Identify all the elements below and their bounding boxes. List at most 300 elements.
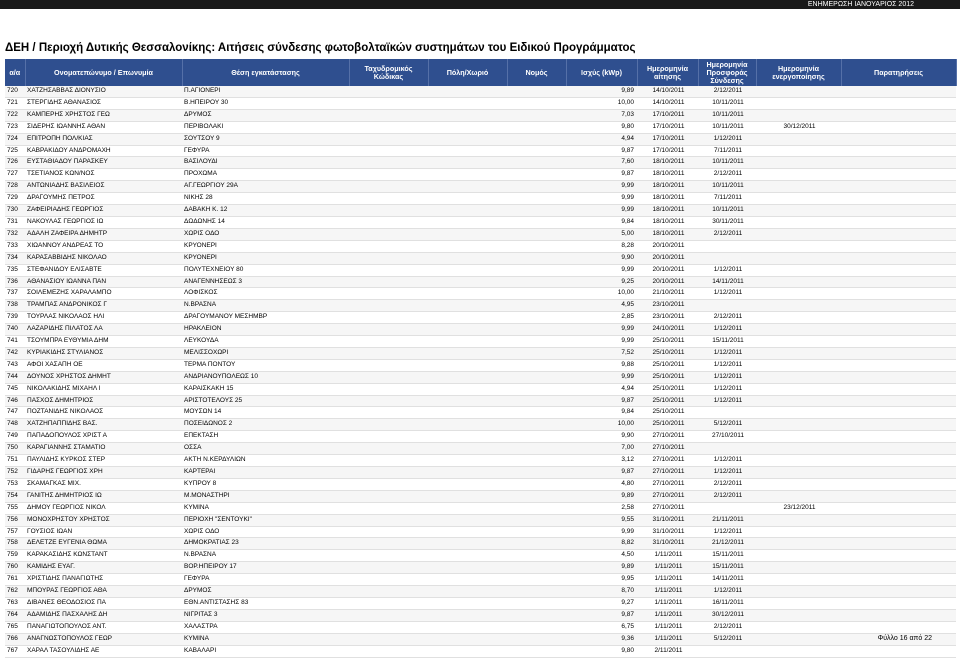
cell-offer-date [698,300,756,312]
cell-name: ΠΑΠΑΔΟΠΟΥΛΟΣ ΧΡΙΣΤ Α [25,431,182,443]
cell-town [428,181,507,193]
cell-aa: 764 [5,609,25,621]
cell-name: ΠΑΥΛΙΔΗΣ ΚΥΡΚΟΣ ΣΤΕΡ [25,455,182,467]
cell-offer-date [698,252,756,264]
cell-prefecture [507,216,566,228]
cell-name: ΧΑΤΖΗΠΑΠΠΙΔΗΣ ΒΑΣ. [25,419,182,431]
cell-aa: 765 [5,621,25,633]
cell-location: Π.ΑΓΙΟΝΕΡΙ [182,86,349,97]
table-row [5,336,956,348]
cell-prefecture [507,562,566,574]
cell-activation-date [756,490,841,502]
table-row [5,252,956,264]
cell-location: ΔΑΒΑΚΗ Κ. 12 [182,205,349,217]
cell-town [428,276,507,288]
cell-aa: 755 [5,502,25,514]
cell-town [428,228,507,240]
cell-notes [841,478,956,490]
cell-name: ΠΟΖΤΑΝΙΔΗΣ ΝΙΚΟΛΑΟΣ [25,407,182,419]
cell-postcode [349,502,428,514]
cell-prefecture [507,455,566,467]
cell-prefecture [507,86,566,97]
cell-name: ΚΥΡΙΑΚΙΔΗΣ ΣΤΥΛΙΑΝΟΣ [25,347,182,359]
cell-offer-date: 21/12/2011 [698,538,756,550]
cell-postcode [349,514,428,526]
cell-aa: 727 [5,169,25,181]
top-bar [0,0,960,9]
cell-offer-date: 1/12/2011 [698,586,756,598]
cell-prefecture [507,478,566,490]
cell-postcode [349,574,428,586]
cell-notes [841,240,956,252]
cell-notes [841,419,956,431]
cell-activation-date [756,300,841,312]
cell-town [428,538,507,550]
cell-postcode [349,264,428,276]
cell-prefecture [507,467,566,479]
cell-notes [841,312,956,324]
cell-application-date: 25/10/2011 [637,347,698,359]
table-row [5,526,956,538]
cell-prefecture [507,97,566,109]
table-row [5,276,956,288]
cell-name: ΕΠΙΤΡΟΠΗ ΠΟΛ/ΚΙΑΣ [25,133,182,145]
cell-notes [841,609,956,621]
cell-aa: 752 [5,467,25,479]
cell-location: ΟΣΣΑ [182,443,349,455]
cell-location: ΕΠΕΚΤΑΣΗ [182,431,349,443]
cell-town [428,597,507,609]
cell-activation-date [756,169,841,181]
cell-postcode [349,288,428,300]
cell-aa: 757 [5,526,25,538]
cell-power: 9,36 [566,633,637,645]
table-row [5,621,956,633]
cell-application-date: 20/10/2011 [637,264,698,276]
cell-postcode [349,300,428,312]
table-row [5,347,956,359]
cell-notes [841,97,956,109]
cell-power: 9,90 [566,252,637,264]
cell-name: ΧΑΡΑΛ ΤΑΣΟΥΛΙΔΗΣ ΑΕ [25,645,182,657]
update-label: ΕΝΗΜΕΡΩΣΗ ΙΑΝΟΥΑΡΙΟΣ 2012 [807,1,914,8]
cell-aa: 735 [5,264,25,276]
cell-notes [841,586,956,598]
cell-town [428,240,507,252]
cell-activation-date [756,455,841,467]
cell-offer-date: 1/12/2011 [698,324,756,336]
cell-offer-date [698,443,756,455]
cell-prefecture [507,276,566,288]
cell-offer-date: 1/12/2011 [698,395,756,407]
cell-activation-date [756,609,841,621]
cell-aa: 731 [5,216,25,228]
cell-activation-date [756,478,841,490]
cell-application-date: 18/10/2011 [637,216,698,228]
col-header-aa: α/α [5,59,25,86]
cell-location: ΑΚΤΗ Ν.ΚΕΡΔΥΛΙΩΝ [182,455,349,467]
cell-notes [841,347,956,359]
cell-power: 7,03 [566,109,637,121]
cell-location: ΜΟΥΣΩΝ 14 [182,407,349,419]
cell-offer-date: 2/12/2011 [698,490,756,502]
cell-activation-date [756,550,841,562]
cell-power: 9,80 [566,121,637,133]
cell-activation-date [756,443,841,455]
cell-town [428,133,507,145]
cell-offer-date: 1/12/2011 [698,383,756,395]
cell-town [428,419,507,431]
cell-location: ΚΑΡΤΕΡΑΙ [182,467,349,479]
cell-postcode [349,324,428,336]
cell-postcode [349,97,428,109]
table-row [5,121,956,133]
cell-offer-date: 1/12/2011 [698,359,756,371]
cell-notes [841,621,956,633]
cell-postcode [349,336,428,348]
cell-activation-date [756,383,841,395]
cell-name: ΔΗΜΟΥ ΓΕΩΡΓΙΟΣ ΝΙΚΟΛ [25,502,182,514]
cell-prefecture [507,347,566,359]
cell-application-date: 25/10/2011 [637,359,698,371]
cell-location: ΔΡΥΜΟΣ [182,109,349,121]
cell-postcode [349,609,428,621]
cell-application-date: 2/11/2011 [637,645,698,657]
cell-application-date: 23/10/2011 [637,312,698,324]
cell-name: ΚΑΜΠΕΡΗΣ ΧΡΗΣΤΟΣ ΓΕΩ [25,109,182,121]
cell-offer-date: 1/12/2011 [698,467,756,479]
cell-notes [841,443,956,455]
col-header-prefecture: Νομός [507,59,566,86]
cell-location: Ν.ΒΡΑΣΝΑ [182,550,349,562]
cell-prefecture [507,407,566,419]
cell-notes [841,455,956,467]
cell-prefecture [507,538,566,550]
cell-activation-date: 30/12/2011 [756,121,841,133]
cell-prefecture [507,264,566,276]
cell-notes [841,216,956,228]
cell-aa: 759 [5,550,25,562]
cell-application-date: 27/10/2011 [637,478,698,490]
cell-location: Β.ΗΠΕΙΡΟΥ 30 [182,97,349,109]
cell-name: ΧΡΙΣΤΙΔΗΣ ΠΑΝΑΓΙΩΤΗΣ [25,574,182,586]
cell-prefecture [507,526,566,538]
cell-name: ΔΙΒΑΝΕΣ ΘΕΟΔΟΣΙΟΣ ΠΑ [25,597,182,609]
cell-prefecture [507,145,566,157]
cell-aa: 733 [5,240,25,252]
cell-application-date: 17/10/2011 [637,133,698,145]
cell-prefecture [507,359,566,371]
cell-activation-date [756,228,841,240]
cell-postcode [349,359,428,371]
cell-town [428,264,507,276]
cell-town [428,467,507,479]
cell-town [428,502,507,514]
cell-location: Ν.ΒΡΑΣΝΑ [182,300,349,312]
table-row [5,133,956,145]
cell-offer-date: 10/11/2011 [698,97,756,109]
cell-application-date: 25/10/2011 [637,383,698,395]
col-header-notes: Παρατηρήσεις [841,59,956,86]
cell-power: 5,00 [566,228,637,240]
cell-power: 9,99 [566,324,637,336]
cell-name: ΤΣΟΥΜΠΡΑ ΕΥΘΥΜΙΑ ΔΗΜ [25,336,182,348]
cell-notes [841,383,956,395]
cell-postcode [349,109,428,121]
table-row [5,157,956,169]
cell-aa: 740 [5,324,25,336]
cell-activation-date [756,526,841,538]
table-row [5,502,956,514]
cell-application-date: 1/11/2011 [637,609,698,621]
cell-postcode [349,455,428,467]
cell-town [428,562,507,574]
cell-offer-date: 2/12/2011 [698,621,756,633]
cell-power: 9,89 [566,86,637,97]
col-header-offer-date: Ημερομηνία Προσφοράς Σύνδεσης [698,59,756,86]
cell-notes [841,538,956,550]
table-row [5,86,956,97]
cell-aa: 739 [5,312,25,324]
cell-activation-date [756,264,841,276]
table-row [5,97,956,109]
cell-name: ΓΙΔΑΡΗΣ ΓΕΩΡΓΙΟΣ ΧΡΗ [25,467,182,479]
cell-postcode [349,383,428,395]
cell-notes [841,597,956,609]
cell-application-date: 1/11/2011 [637,633,698,645]
cell-location: ΛΟΦΙΣΚΟΣ [182,288,349,300]
cell-name: ΣΟΙΛΕΜΕΖΗΣ ΧΑΡΑΛΑΜΠΟ [25,288,182,300]
cell-application-date: 24/10/2011 [637,324,698,336]
cell-prefecture [507,383,566,395]
cell-activation-date [756,312,841,324]
cell-activation-date [756,205,841,217]
cell-application-date: 20/10/2011 [637,276,698,288]
cell-aa: 725 [5,145,25,157]
cell-prefecture [507,574,566,586]
cell-postcode [349,121,428,133]
cell-town [428,383,507,395]
cell-offer-date: 10/11/2011 [698,205,756,217]
cell-location: ΜΕΛΙΣΣΟΧΩΡΙ [182,347,349,359]
cell-location: ΠΟΛΥΤΕΧΝΕΙΟΥ 80 [182,264,349,276]
cell-aa: 724 [5,133,25,145]
cell-location: ΑΝΔΡΙΑΝΟΥΠΟΛΕΩΣ 10 [182,371,349,383]
cell-aa: 722 [5,109,25,121]
cell-prefecture [507,228,566,240]
table-row [5,597,956,609]
cell-location: ΚΥΜΙΝΑ [182,502,349,514]
cell-aa: 758 [5,538,25,550]
cell-town [428,145,507,157]
cell-location: ΔΡΥΜΟΣ [182,586,349,598]
cell-application-date: 14/10/2011 [637,97,698,109]
cell-location: ΓΕΦΥΡΑ [182,145,349,157]
cell-power: 7,00 [566,443,637,455]
cell-name: ΑΦΟΙ ΧΑΣΑΠΗ ΟΕ [25,359,182,371]
cell-offer-date: 1/12/2011 [698,347,756,359]
cell-location: ΑΡΙΣΤΟΤΕΛΟΥΣ 25 [182,395,349,407]
cell-power: 9,99 [566,181,637,193]
cell-application-date: 18/10/2011 [637,157,698,169]
cell-name: ΜΠΟΥΡΑΣ ΓΕΩΡΓΙΟΣ ΑΘΑ [25,586,182,598]
cell-postcode [349,395,428,407]
cell-prefecture [507,288,566,300]
cell-postcode [349,216,428,228]
cell-postcode [349,490,428,502]
cell-offer-date: 15/11/2011 [698,550,756,562]
cell-aa: 730 [5,205,25,217]
cell-prefecture [507,371,566,383]
cell-town [428,645,507,657]
cell-power: 9,99 [566,264,637,276]
col-header-town: Πόλη/Χωριό [428,59,507,86]
cell-postcode [349,371,428,383]
cell-town [428,347,507,359]
cell-aa: 721 [5,97,25,109]
cell-postcode [349,538,428,550]
cell-activation-date [756,407,841,419]
cell-power: 9,89 [566,490,637,502]
cell-town [428,621,507,633]
cell-postcode [349,562,428,574]
cell-notes [841,562,956,574]
cell-notes [841,645,956,657]
cell-name: ΑΝΑΓΝΩΣΤΟΠΟΥΛΟΣ ΓΕΩΡ [25,633,182,645]
cell-aa: 744 [5,371,25,383]
col-header-power: Ισχύς (kWp) [566,59,637,86]
cell-activation-date [756,86,841,97]
cell-name: ΔΕΛΕΤΖΕ ΕΥΓΕΝΙΑ ΘΩΜΑ [25,538,182,550]
cell-postcode [349,181,428,193]
cell-aa: 767 [5,645,25,657]
cell-power: 9,84 [566,407,637,419]
cell-application-date: 27/10/2011 [637,467,698,479]
cell-prefecture [507,586,566,598]
cell-name: ΕΥΣΤΑΘΙΑΔΟΥ ΠΑΡΑΣΚΕΥ [25,157,182,169]
cell-offer-date: 15/11/2011 [698,336,756,348]
cell-name: ΣΤΕΦΑΝΙΔΟΥ ΕΛΙΣΑΒΤΕ [25,264,182,276]
cell-postcode [349,633,428,645]
cell-town [428,586,507,598]
cell-application-date: 27/10/2011 [637,455,698,467]
table-row [5,431,956,443]
cell-activation-date [756,431,841,443]
cell-power: 9,99 [566,193,637,205]
table-row [5,324,956,336]
cell-postcode [349,157,428,169]
table-row [5,205,956,217]
cell-prefecture [507,431,566,443]
cell-postcode [349,419,428,431]
cell-town [428,609,507,621]
cell-application-date: 31/10/2011 [637,514,698,526]
col-header-location: Θέση εγκατάστασης [182,59,349,86]
col-header-name: Ονοματεπώνυμο / Επωνυμία [25,59,182,86]
cell-offer-date [698,502,756,514]
cell-location: ΒΑΣΙΛΟΥΔΙ [182,157,349,169]
cell-power: 9,99 [566,205,637,217]
cell-activation-date [756,538,841,550]
cell-prefecture [507,609,566,621]
cell-activation-date [756,597,841,609]
cell-power: 10,00 [566,288,637,300]
cell-name: ΣΙΔΕΡΗΣ ΙΩΑΝΝΗΣ ΑΘΑΝ [25,121,182,133]
cell-aa: 738 [5,300,25,312]
table-row [5,395,956,407]
cell-name: ΝΑΚΟΥΛΑΣ ΓΕΩΡΓΙΟΣ ΙΩ [25,216,182,228]
table-row [5,300,956,312]
cell-location: ΛΕΥΚΟΥΔΑ [182,336,349,348]
cell-notes [841,574,956,586]
cell-activation-date [756,193,841,205]
cell-notes [841,431,956,443]
cell-aa: 763 [5,597,25,609]
cell-notes [841,359,956,371]
cell-town [428,514,507,526]
cell-location: ΑΝΑΓΕΝΝΗΣΕΩΣ 3 [182,276,349,288]
cell-activation-date [756,181,841,193]
cell-power: 9,99 [566,371,637,383]
cell-name: ΣΚΑΜΑΓΚΑΣ ΜΙΧ. [25,478,182,490]
cell-power: 9,27 [566,597,637,609]
cell-town [428,431,507,443]
cell-application-date: 18/10/2011 [637,181,698,193]
cell-offer-date: 2/12/2011 [698,312,756,324]
cell-offer-date: 30/12/2011 [698,609,756,621]
cell-notes [841,205,956,217]
cell-location: ΔΗΜΟΚΡΑΤΙΑΣ 23 [182,538,349,550]
cell-name: ΑΝΤΩΝΙΑΔΗΣ ΒΑΣΙΛΕΙΟΣ [25,181,182,193]
cell-name: ΠΑΣΧΟΣ ΔΗΜΗΤΡΙΟΣ [25,395,182,407]
cell-aa: 760 [5,562,25,574]
table-row [5,264,956,276]
table-row [5,181,956,193]
cell-town [428,300,507,312]
cell-offer-date: 1/12/2011 [698,455,756,467]
cell-town [428,157,507,169]
cell-activation-date [756,324,841,336]
cell-town [428,193,507,205]
cell-postcode [349,133,428,145]
cell-offer-date: 30/11/2011 [698,216,756,228]
table-row [5,538,956,550]
cell-application-date: 1/11/2011 [637,586,698,598]
cell-notes [841,169,956,181]
table-row [5,633,956,645]
cell-postcode [349,597,428,609]
cell-notes [841,145,956,157]
cell-notes [841,228,956,240]
cell-location: ΚΑΒΑΛΑΡΙ [182,645,349,657]
cell-application-date: 23/10/2011 [637,300,698,312]
cell-power: 8,82 [566,538,637,550]
cell-activation-date [756,586,841,598]
cell-activation-date [756,252,841,264]
cell-activation-date [756,395,841,407]
cell-notes [841,181,956,193]
page-number: Φύλλο 16 από 22 [877,635,932,642]
cell-aa: 736 [5,276,25,288]
cell-postcode [349,645,428,657]
cell-power: 9,89 [566,562,637,574]
table-body [5,86,956,657]
cell-application-date: 27/10/2011 [637,431,698,443]
cell-location: ΠΟΣΕΙΔΩΝΟΣ 2 [182,419,349,431]
cell-application-date: 21/10/2011 [637,288,698,300]
cell-name: ΚΑΡΑΓΙΑΝΝΗΣ ΣΤΑΜΑΤΙΟ [25,443,182,455]
cell-town [428,478,507,490]
